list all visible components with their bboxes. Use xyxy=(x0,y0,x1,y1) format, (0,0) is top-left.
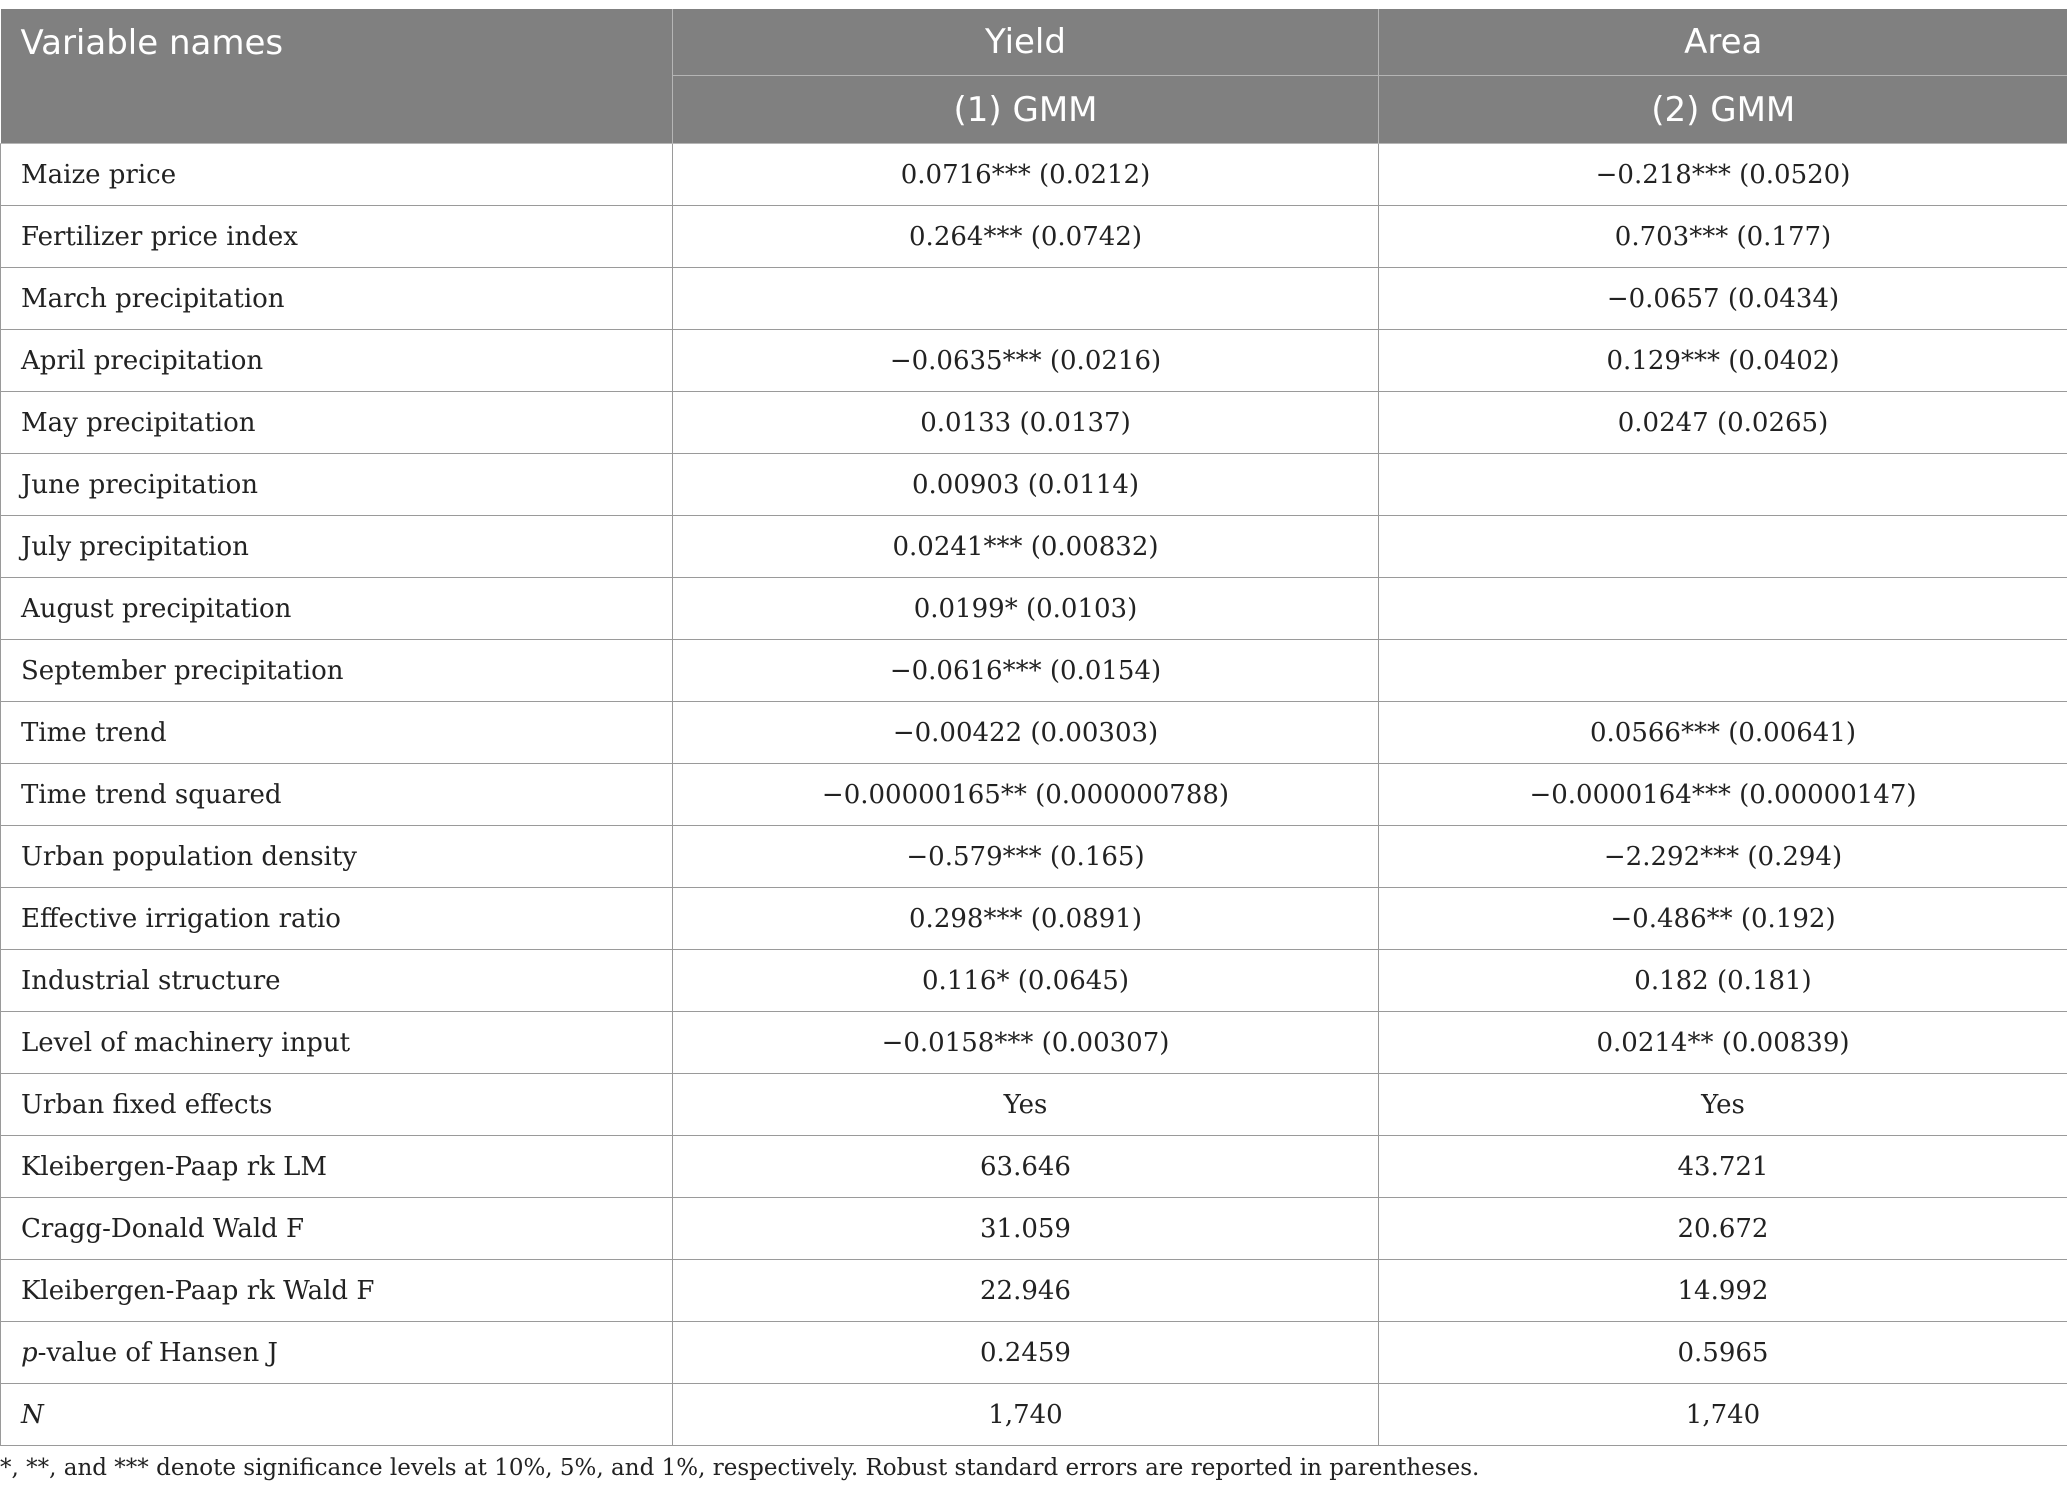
area-value: 0.5965 xyxy=(1379,1322,2067,1384)
row-label: Time trend xyxy=(1,702,673,764)
table-row xyxy=(1,454,2067,516)
yield-value: 31.059 xyxy=(673,1198,1379,1260)
area-value: 14.992 xyxy=(1379,1260,2067,1322)
row-label: September precipitation xyxy=(1,640,673,702)
yield-value xyxy=(673,268,1379,330)
area-value: 20.672 xyxy=(1379,1198,2067,1260)
row-label: March precipitation xyxy=(1,268,673,330)
header-yield-gmm: (1) GMM xyxy=(673,76,1379,144)
table-row xyxy=(1,516,2067,578)
row-label: June precipitation xyxy=(1,454,673,516)
table-row xyxy=(1,1198,2067,1260)
area-value: −0.218*** (0.0520) xyxy=(1379,144,2067,206)
area-value: 0.129*** (0.0402) xyxy=(1379,330,2067,392)
area-value: 0.182 (0.181) xyxy=(1379,950,2067,1012)
yield-value: −0.579*** (0.165) xyxy=(673,826,1379,888)
table-footnote: *, **, and *** denote significance levels at 10%, 5%, and 1%, respectively. Robust standard errors are reported in parentheses. xyxy=(0,1455,1480,1481)
row-label: Urban fixed effects xyxy=(1,1074,673,1136)
regression-results-table xyxy=(0,9,2067,1446)
table-row xyxy=(1,764,2067,826)
table-row xyxy=(1,888,2067,950)
yield-value: −0.00000165** (0.000000788) xyxy=(673,764,1379,826)
yield-value: 0.00903 (0.0114) xyxy=(673,454,1379,516)
area-value: Yes xyxy=(1379,1074,2067,1136)
table-row xyxy=(1,1012,2067,1074)
area-value xyxy=(1379,516,2067,578)
yield-value: 0.2459 xyxy=(673,1322,1379,1384)
row-label-italic: p xyxy=(21,1337,38,1368)
table-row xyxy=(1,392,2067,454)
yield-value: −0.0616*** (0.0154) xyxy=(673,640,1379,702)
area-value: 0.0214** (0.00839) xyxy=(1379,1012,2067,1074)
row-label: Cragg-Donald Wald F xyxy=(1,1198,673,1260)
row-label xyxy=(1,1384,673,1446)
table-row xyxy=(1,144,2067,206)
yield-value: Yes xyxy=(673,1074,1379,1136)
table-row xyxy=(1,1322,2067,1384)
area-value xyxy=(1379,454,2067,516)
area-value: 0.0247 (0.0265) xyxy=(1379,392,2067,454)
table-row xyxy=(1,578,2067,640)
yield-value: 63.646 xyxy=(673,1136,1379,1198)
row-label: Effective irrigation ratio xyxy=(1,888,673,950)
table-row xyxy=(1,1074,2067,1136)
row-label-rest: -value of Hansen J xyxy=(37,1337,278,1368)
header-area: Area xyxy=(1379,9,2067,76)
row-label: Maize price xyxy=(1,144,673,206)
row-label: Urban population density xyxy=(1,826,673,888)
yield-value: 1,740 xyxy=(673,1384,1379,1446)
yield-value: 0.0133 (0.0137) xyxy=(673,392,1379,454)
row-label: Kleibergen-Paap rk Wald F xyxy=(1,1260,673,1322)
row-label: Industrial structure xyxy=(1,950,673,1012)
yield-value: −0.0158*** (0.00307) xyxy=(673,1012,1379,1074)
row-label-italic: N xyxy=(21,1399,44,1430)
row-label: April precipitation xyxy=(1,330,673,392)
table-row xyxy=(1,826,2067,888)
header-variable-names: Variable names xyxy=(1,9,673,144)
table-row xyxy=(1,950,2067,1012)
area-value: −0.486** (0.192) xyxy=(1379,888,2067,950)
yield-value: 0.0199* (0.0103) xyxy=(673,578,1379,640)
table-row xyxy=(1,268,2067,330)
area-value: 0.703*** (0.177) xyxy=(1379,206,2067,268)
row-label: August precipitation xyxy=(1,578,673,640)
table-row xyxy=(1,1260,2067,1322)
area-value xyxy=(1379,640,2067,702)
table-row xyxy=(1,330,2067,392)
table-row xyxy=(1,640,2067,702)
table-header xyxy=(1,9,2067,144)
table-row xyxy=(1,1136,2067,1198)
area-value: 0.0566*** (0.00641) xyxy=(1379,702,2067,764)
table-row xyxy=(1,206,2067,268)
table-row xyxy=(1,1384,2067,1446)
yield-value: 0.116* (0.0645) xyxy=(673,950,1379,1012)
area-value: 1,740 xyxy=(1379,1384,2067,1446)
header-row-top xyxy=(1,9,2067,76)
yield-value: −0.00422 (0.00303) xyxy=(673,702,1379,764)
yield-value: 0.0716*** (0.0212) xyxy=(673,144,1379,206)
table-body xyxy=(1,144,2067,1446)
regression-table-container xyxy=(0,9,2067,1446)
yield-value: 22.946 xyxy=(673,1260,1379,1322)
area-value: 43.721 xyxy=(1379,1136,2067,1198)
area-value: −0.0000164*** (0.00000147) xyxy=(1379,764,2067,826)
table-row xyxy=(1,702,2067,764)
row-label: Time trend squared xyxy=(1,764,673,826)
yield-value: 0.298*** (0.0891) xyxy=(673,888,1379,950)
area-value xyxy=(1379,578,2067,640)
row-label: Level of machinery input xyxy=(1,1012,673,1074)
yield-value: 0.0241*** (0.00832) xyxy=(673,516,1379,578)
row-label: Fertilizer price index xyxy=(1,206,673,268)
header-yield: Yield xyxy=(673,9,1379,76)
area-value: −0.0657 (0.0434) xyxy=(1379,268,2067,330)
header-area-gmm: (2) GMM xyxy=(1379,76,2067,144)
row-label: Kleibergen-Paap rk LM xyxy=(1,1136,673,1198)
area-value: −2.292*** (0.294) xyxy=(1379,826,2067,888)
yield-value: −0.0635*** (0.0216) xyxy=(673,330,1379,392)
row-label xyxy=(1,1322,673,1384)
row-label: July precipitation xyxy=(1,516,673,578)
row-label: May precipitation xyxy=(1,392,673,454)
yield-value: 0.264*** (0.0742) xyxy=(673,206,1379,268)
